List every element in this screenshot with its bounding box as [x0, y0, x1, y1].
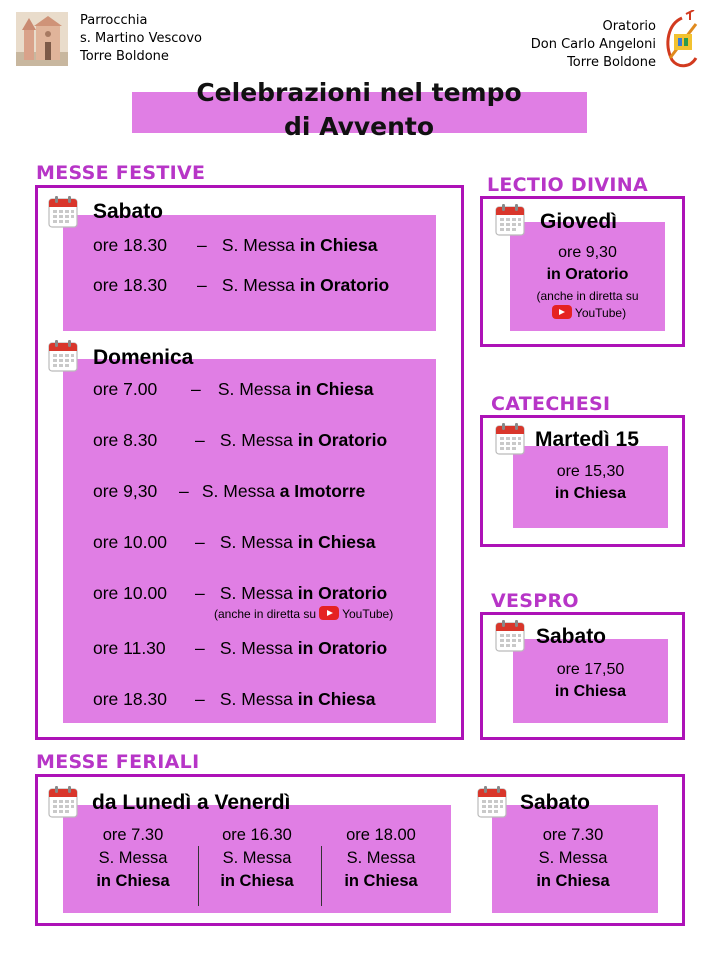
time: ore 16.30 [222, 826, 292, 844]
dash: – [195, 583, 205, 603]
time: ore 7.00 [93, 379, 158, 399]
time: ore 15,30 [556, 463, 625, 480]
day-label: Domenica [93, 346, 194, 369]
title-line: di Avvento [283, 112, 435, 141]
place: in Oratorio [546, 266, 629, 283]
section-heading-messe-feriali: MESSE FERIALI [36, 751, 200, 773]
service: S. Messa [219, 689, 293, 709]
schedule-row [93, 275, 389, 296]
oratory-line: Don Carlo Angeloni [530, 37, 656, 52]
schedule-row [93, 532, 376, 553]
place: in Chiesa [554, 485, 627, 502]
catechesi-details [513, 461, 668, 505]
note-text: YouTube) [574, 306, 627, 320]
schedule-row [93, 430, 387, 451]
place: in Chiesa [297, 532, 376, 552]
schedule-row [93, 638, 387, 659]
place: in Oratorio [299, 275, 390, 295]
schedule-row [93, 481, 365, 502]
time: ore 11.30 [93, 638, 166, 658]
calendar-icon [48, 339, 78, 372]
day-label: Martedì 15 [535, 428, 639, 451]
service: S. Messa [201, 481, 275, 501]
oratory-line: Oratorio [602, 19, 656, 34]
parish-line: s. Martino Vescovo [80, 31, 203, 46]
dash: – [195, 638, 205, 658]
vespro-details [513, 659, 668, 703]
section-heading-messe-festive: MESSE FESTIVE [36, 162, 206, 184]
place: a Imotorre [279, 481, 366, 501]
section-heading-lectio-divina: LECTIO DIVINA [487, 174, 648, 196]
time: ore 17,50 [556, 661, 625, 678]
time: ore 7.30 [542, 826, 604, 844]
calendar-icon [477, 785, 507, 818]
dash: – [197, 235, 207, 255]
place: in Oratorio [297, 638, 388, 658]
service: S. Messa [221, 275, 295, 295]
section-heading-vespro: VESPRO [491, 590, 579, 612]
youtube-note [214, 606, 393, 621]
calendar-icon [495, 422, 525, 455]
note-text: YouTube) [342, 607, 394, 621]
weekday-column [319, 824, 443, 893]
lectio-details [510, 242, 665, 286]
dash: – [179, 481, 189, 501]
dash: – [191, 379, 201, 399]
calendar-icon [48, 195, 78, 228]
calendar-icon [48, 785, 78, 818]
oratory-logo [660, 10, 704, 70]
time: ore 10.00 [93, 532, 167, 552]
schedule-row [93, 235, 378, 256]
calendar-icon [495, 619, 525, 652]
time: ore 9,30 [558, 244, 617, 261]
time: ore 10.00 [93, 583, 167, 603]
weekday-column [71, 824, 195, 893]
dash: – [195, 430, 205, 450]
service: S. Messa [221, 235, 295, 255]
place: in Chiesa [96, 872, 170, 890]
dash: – [195, 689, 205, 709]
time: ore 18.30 [93, 235, 167, 255]
day-label: Sabato [536, 625, 607, 648]
parish-name [80, 12, 202, 66]
service: S. Messa [219, 430, 293, 450]
sabato-box [63, 215, 436, 331]
youtube-icon [552, 305, 572, 319]
oratory-name [476, 18, 656, 72]
youtube-note [510, 288, 665, 322]
service: S. Messa [538, 849, 608, 867]
note-text: (anche in diretta su [214, 607, 317, 621]
service: S. Messa [98, 849, 168, 867]
schedule-row [93, 689, 376, 710]
service: S. Messa [217, 379, 291, 399]
time: ore 18.00 [346, 826, 416, 844]
section-heading-catechesi: CATECHESI [491, 393, 611, 415]
day-label: da Lunedì a Venerdì [92, 791, 291, 814]
service: S. Messa [222, 849, 292, 867]
weekdays-columns [63, 824, 451, 904]
saturday-column [511, 824, 635, 893]
service: S. Messa [219, 583, 293, 603]
oratory-line: Torre Boldone [567, 55, 656, 70]
time: ore 8.30 [93, 430, 158, 450]
youtube-icon [319, 606, 339, 620]
parish-line: Parrocchia [80, 13, 148, 28]
church-logo [16, 12, 68, 66]
service: S. Messa [219, 532, 293, 552]
dash: – [197, 275, 207, 295]
title-line: Celebrazioni nel tempo [196, 78, 522, 107]
place: in Chiesa [295, 379, 374, 399]
service: S. Messa [219, 638, 293, 658]
schedule-row [93, 583, 387, 604]
place: in Chiesa [220, 872, 294, 890]
note-text: (anche in diretta su [536, 289, 639, 303]
day-label: Sabato [520, 791, 591, 814]
parish-line: Torre Boldone [80, 49, 169, 64]
dash: – [195, 532, 205, 552]
place: in Oratorio [297, 430, 388, 450]
place: in Chiesa [297, 689, 376, 709]
place: in Oratorio [297, 583, 388, 603]
calendar-icon [495, 203, 525, 236]
place: in Chiesa [299, 235, 378, 255]
schedule-row [93, 379, 374, 400]
time: ore 18.30 [93, 689, 167, 709]
time: ore 18.30 [93, 275, 167, 295]
place: in Chiesa [344, 872, 418, 890]
page-title [120, 76, 598, 144]
place: in Chiesa [554, 683, 627, 700]
day-label: Giovedì [540, 210, 618, 233]
day-label: Sabato [93, 200, 164, 223]
weekday-column [195, 824, 319, 893]
place: in Chiesa [536, 872, 610, 890]
service: S. Messa [346, 849, 416, 867]
time: ore 7.30 [102, 826, 164, 844]
time: ore 9,30 [93, 481, 158, 501]
